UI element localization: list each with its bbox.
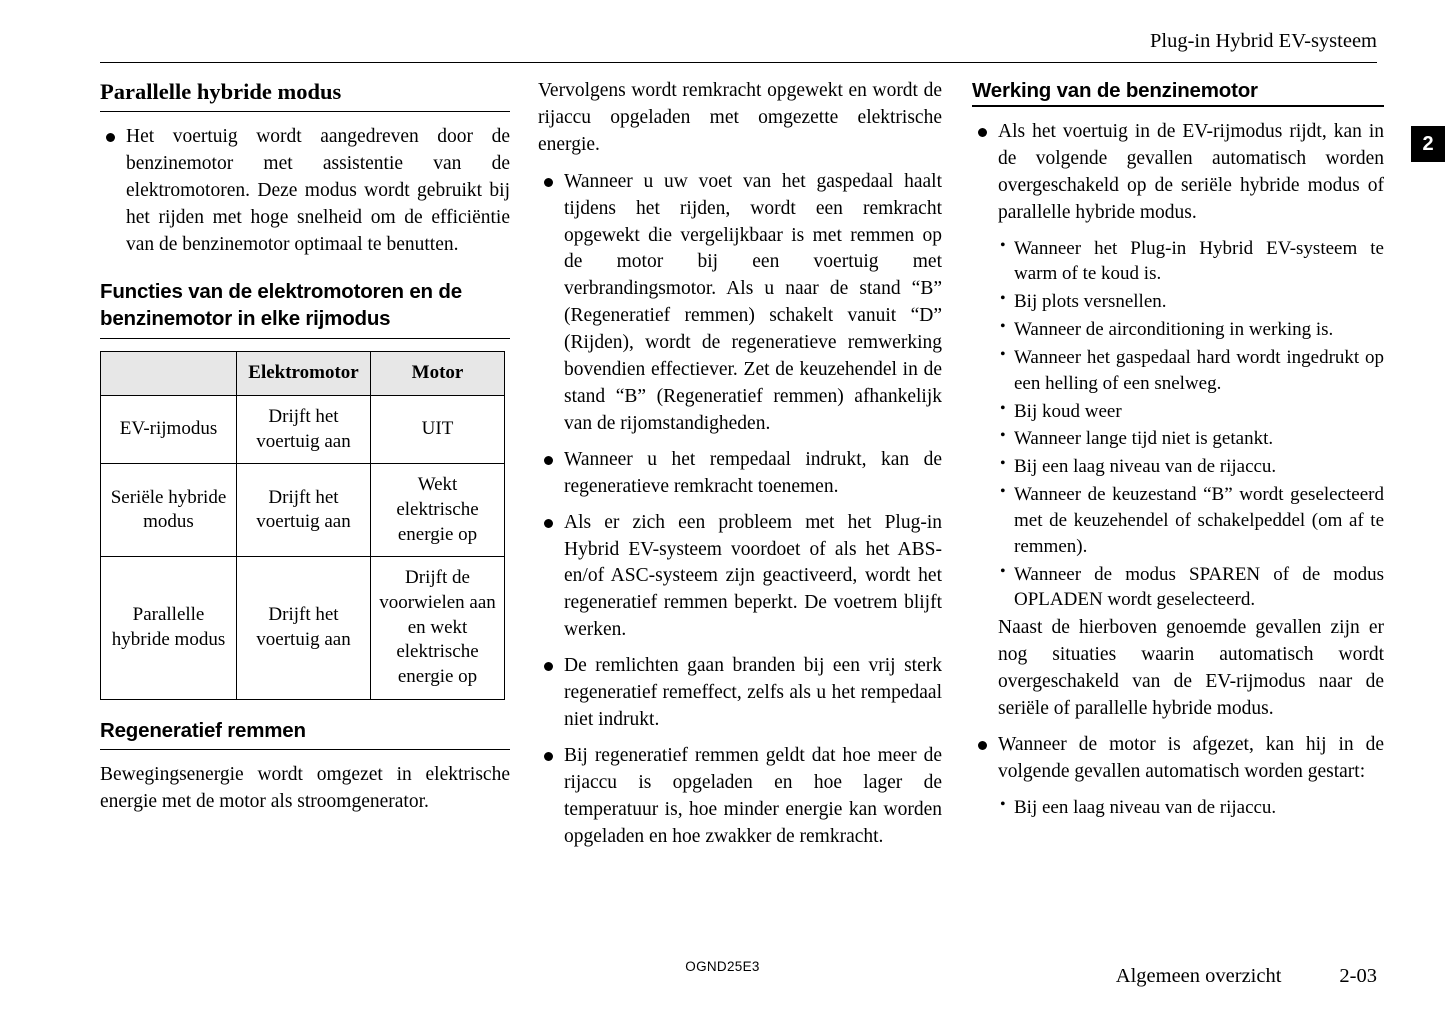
list-item: • Wanneer het Plug-in Hybrid EV-systeem te warm of te koud is. — [998, 236, 1384, 288]
footer-page-number: 2-03 — [1339, 965, 1377, 987]
section-heading-engine-operation: Werking van de benzinemotor — [972, 78, 1384, 107]
list-item: • Wanneer de airconditioning in werking is. — [998, 317, 1384, 343]
list-item: De remlichten gaan branden bij een vrij sterk regeneratief remeffect, zelfs als u het rempedaal niet indrukt. — [538, 653, 942, 734]
header-divider — [100, 62, 1377, 63]
section-heading-functions: Functies van de elektromotoren en de benzinemotor in elke rijmodus — [100, 279, 510, 339]
table-cell-engine: Drijft de voorwielen aan en wekt elektrische energie op — [371, 557, 505, 699]
bullet-list-engine-operation — [972, 119, 1384, 227]
running-head: Plug-in Hybrid EV-systeem — [1149, 30, 1377, 52]
column-right — [972, 78, 1384, 822]
table-cell-electric-motor: Drijft het voertuig aan — [237, 395, 371, 463]
list-item: • Bij plots versnellen. — [998, 289, 1384, 315]
table-cell-mode: Seriële hybride modus — [101, 464, 237, 557]
paragraph-regenerative-braking: Bewegingsenergie wordt omgezet in elektrische energie met de motor als stroomgenerator. — [100, 763, 510, 812]
list-item: Als het voertuig in de EV-rijmodus rijdt, kan in de volgende gevallen automatisch worden overgeschakeld op de seriële hybride modus of parallelle hybride modus. — [972, 119, 1384, 227]
table-header-electric-motor: Elektromotor — [237, 352, 371, 396]
table-header-engine: Motor — [371, 352, 505, 396]
column-middle — [538, 78, 942, 859]
list-item: Het voertuig wordt aangedreven door de benzinemotor met assistentie van de elektromotoren. Deze modus wordt gebruikt bij het rijden met hoge snelheid om de efficiëntie van de benzinemotor optimaal te benutten. — [100, 124, 510, 259]
table-cell-engine: UIT — [371, 395, 505, 463]
list-item: • Wanneer het gaspedaal hard wordt ingedrukt op een helling of een snelweg. — [998, 345, 1384, 397]
paragraph-continuation: Vervolgens wordt remkracht opgewekt en wordt de rijaccu opgeladen met omgezette elektrische energie. — [538, 80, 942, 155]
table-header-row — [101, 352, 505, 396]
list-item: Wanneer de motor is afgezet, kan hij in de volgende gevallen automatisch worden gestart: — [972, 732, 1384, 786]
sub-list-restart-cases — [998, 795, 1384, 821]
bullet-list-parallel-hybrid — [100, 124, 510, 259]
section-heading-parallel-hybrid-mode: Parallelle hybride modus — [100, 78, 510, 112]
table-cell-electric-motor: Drijft het voertuig aan — [237, 557, 371, 699]
list-item: • Wanneer de keuzestand “B” wordt geselecteerd met de keuzehendel of schakelpeddel (om af te remmen). — [998, 482, 1384, 559]
list-item: • Bij koud weer — [998, 399, 1384, 425]
footer-section-title: Algemeen overzicht — [1115, 965, 1282, 987]
list-item: • Wanneer lange tijd niet is getankt. — [998, 426, 1384, 452]
sub-list-automatic-switch-cases — [998, 236, 1384, 614]
table-row — [101, 557, 505, 699]
table-cell-mode: EV-rijmodus — [101, 395, 237, 463]
chapter-tab: 2 — [1411, 126, 1445, 162]
table-header-blank — [101, 352, 237, 396]
bullet-list-engine-restart — [972, 732, 1384, 786]
table-cell-electric-motor: Drijft het voertuig aan — [237, 464, 371, 557]
table-row — [101, 395, 505, 463]
table-cell-engine: Wekt elektrische energie op — [371, 464, 505, 557]
list-item: • Bij een laag niveau van de rijaccu. — [998, 795, 1384, 821]
section-heading-regenerative-braking: Regeneratief remmen — [100, 718, 510, 750]
list-item: Wanneer u het rempedaal indrukt, kan de regeneratieve remkracht toenemen. — [538, 447, 942, 501]
note-additional-cases: Naast de hierboven genoemde gevallen zijn er nog situaties waarin automatisch wordt overgeschakeld van de EV-rijmodus naar de seriële of parallelle hybride modus. — [998, 617, 1384, 719]
list-item: Bij regeneratief remmen geldt dat hoe meer de rijaccu is opgeladen en hoe lager de temperatuur is, hoe minder energie kan worden opgeladen en hoe zwakker de remkracht. — [538, 743, 942, 851]
column-left — [100, 78, 510, 826]
list-item: Wanneer u uw voet van het gaspedaal haalt tijdens het rijden, wordt een remkracht opgewekt die vergelijkbaar is met remmen op de motor bij een voertuig met verbrandingsmotor. Als u naar de stand “B” (Regeneratief remmen) schakelt vanuit “D” (Rijden), wordt de regeneratieve remwerking bovendien effectiever. Zet de keuzehendel in de stand “B” (Regeneratief remmen) afhankelijk van de rijomstandigheden. — [538, 169, 942, 438]
table-cell-mode: Parallelle hybride modus — [101, 557, 237, 699]
footer-doc-code: OGND25E3 — [685, 959, 760, 974]
mode-functions-table — [100, 351, 505, 700]
table-row — [101, 464, 505, 557]
list-item: Als er zich een probleem met het Plug-in Hybrid EV-systeem voordoet of als het ABS- en/of ASC-systeem zijn geactiveerd, wordt het regeneratief remmen beperkt. De voetrem blijft werken. — [538, 510, 942, 645]
bullet-list-regenerative-braking — [538, 169, 942, 851]
footer-right — [1116, 965, 1377, 988]
list-item: • Wanneer de modus SPAREN of de modus OPLADEN wordt geselecteerd. — [998, 562, 1384, 614]
sublist-wrapper-cases — [998, 236, 1384, 614]
list-item: • Bij een laag niveau van de rijaccu. — [998, 454, 1384, 480]
sublist-wrapper-restart-cases — [998, 795, 1384, 821]
